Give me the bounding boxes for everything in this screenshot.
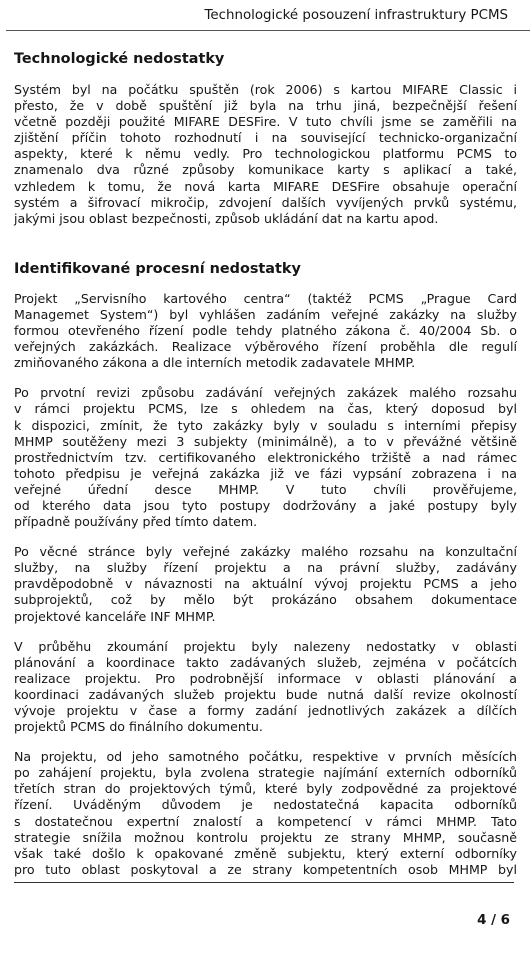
text-line: služby, na služby řízení projektu a na právní služby, zadávány (14, 560, 517, 576)
text-line: tohoto předpisu je veřejná zakázka již ve fázi vypsání zobrazena i na (14, 465, 517, 481)
text-line: V průběhu zkoumání projektu byly nalezeny nedostatky v oblasti (14, 638, 517, 654)
text-line: plánování a koordinace takto zadávaných služeb, zejména v počátcích (14, 654, 517, 670)
footer-rule (14, 882, 514, 883)
text-line: Managemet System“) byl vyhlášen zadáním veřejné zakázky na služby (14, 306, 517, 322)
running-header: Technologické posouzení infrastruktury PCMS (204, 8, 508, 23)
header-rule (6, 30, 530, 31)
text-line: systém a šifrovací mikročip, zdvojení dalších vyvíjených prvků systému, (14, 194, 517, 210)
text-line: aspekty, které k němu vedly. Pro technologickou platformu PCMS to (14, 146, 517, 162)
section-heading-process: Identifikované procesní nedostatky (14, 260, 301, 277)
paragraph (14, 639, 517, 736)
paragraph (14, 291, 517, 371)
text-line: znamenalo dva různé způsoby komunikace karty s aplikací a také, (14, 162, 517, 178)
text-line: vzhledem k tomu, že nová karta MIFARE DESFire obsahuje operační (14, 178, 517, 194)
text-line: pro tuto oblast poskytoval a ze strany kompetentních osob MHMP byl (14, 861, 517, 877)
text-line: zmiňovaného zákona a dle interních metodik zadavatele MHMP. (14, 355, 416, 371)
text-line: MHMP soutěženy mezi 3 subjekty (minimálně), a to v převážné většině (14, 433, 517, 449)
text-line: v rámci projektu PCMS, lze s ohledem na čas, který doposud byl (14, 401, 517, 417)
text-line: k dispozici, zmínit, že tyto zakázky byly v souladu s interními přepisy (14, 417, 517, 433)
text-line: s dostatečnou expertní znalostí a kompetencí v rámci MHMP. Tato (14, 813, 517, 829)
section-heading-technological: Technologické nedostatky (14, 51, 225, 67)
text-line: přesto, že v době spuštění již byla na trhu jiná, bezpečnější řešení (14, 98, 517, 114)
page-number: 4 / 6 (477, 913, 510, 928)
text-line: od kterého data jsou tyto postupy dodržovány a jaké postupy byly (14, 497, 517, 513)
text-line: zjištění příčin tohoto rozhodnutí i na související technicko-organizační (14, 130, 517, 146)
text-line: prostřednictvím tzv. certifikovaného elektronického tržiště a nad rámec (14, 449, 517, 465)
text-line: po zahájení projektu, byla zvolena strategie najímání externích odborníků (14, 765, 517, 781)
text-line: Po prvotní revizi způsobu zadávání veřejných zakázek malého rozsahu (14, 385, 517, 401)
paragraph (14, 82, 517, 227)
text-line: projektové kanceláře INF MHMP. (14, 608, 216, 624)
paragraph (14, 749, 517, 878)
text-line: Systém byl na počátku spuštěn (rok 2006) s kartou MIFARE Classic i (14, 82, 517, 97)
text-line: Projekt „Servisního kartového centra“ (taktéž PCMS „Prague Card (14, 290, 517, 306)
text-line: veřejné úřední desce MHMP. V tuto chvíli prověřujeme, (14, 481, 517, 497)
text-line: realizace projektu. Pro podrobnější informace v oblasti plánování a (14, 670, 517, 686)
text-line: Po věcné stránce byly veřejné zakázky malého rozsahu na konzultační (14, 544, 517, 560)
text-line: případně používány před tímto datem. (14, 514, 258, 530)
text-line: strategie snížila možnou kontrolu projektu ze strany MHMP, současně (14, 829, 517, 845)
text-line: formou otevřeného řízení podle tehdy platného zákona č. 40/2004 Sb. o (14, 323, 517, 339)
text-line: jakými jsou oblast bezpečnosti, způsob ukládání dat na kartu apod. (14, 210, 439, 226)
text-line: veřejných zakázkách. Realizace výběrového řízení proběhla dle regulí (14, 339, 517, 355)
paragraph (14, 385, 517, 530)
text-line: Na projektu, od jeho samotného počátku, respektive v prvních měsících (14, 749, 517, 765)
text-line: však také došlo k opakované změně subjektu, který externí odborníky (14, 845, 517, 861)
text-line: koordinaci zadávaných služeb projektu bude nutná další revize okolností (14, 686, 517, 702)
text-line: vývoje projektu v čase a formy zadání jednotlivých zakázek a dílčích (14, 703, 517, 718)
text-line: třetích stran do projektových týmů, které byly zodpovědné za projektové (14, 781, 517, 797)
text-line: včetně později použité MIFARE DESFire. V tuto chvíli jsme se zaměřili na (14, 114, 517, 130)
text-line: řízení. Uváděným důvodem je nedostatečná kapacita odborníků (14, 797, 517, 813)
text-line: projektů PCMS do finálního dokumentu. (14, 719, 263, 735)
text-line: pravděpodobně v návaznosti na aktuální vývoj projektu PCMS a jeho (14, 576, 517, 592)
text-line: subprojektů, což by mělo být prokázáno obsahem dokumentace (14, 592, 517, 608)
page-content (14, 50, 517, 878)
paragraph (14, 544, 517, 624)
